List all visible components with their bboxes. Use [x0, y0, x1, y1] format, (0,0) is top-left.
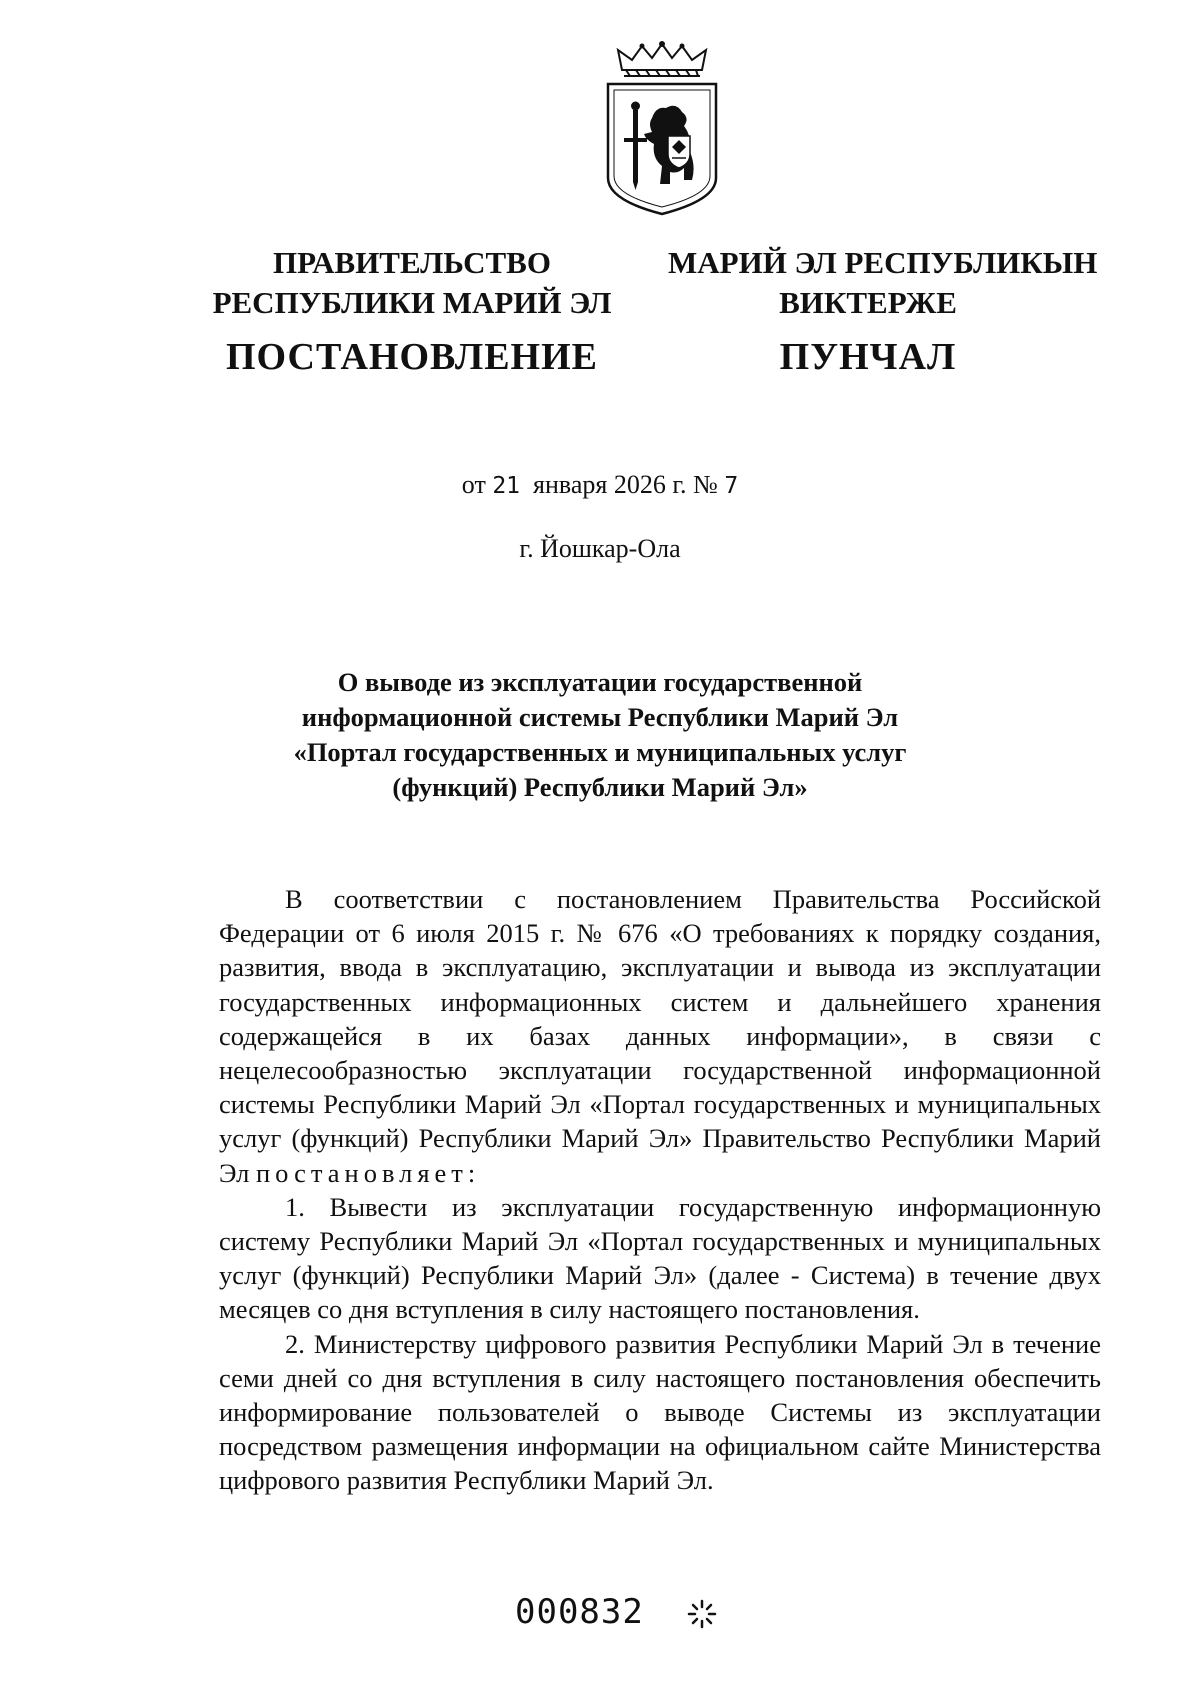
org-name-ru-line1: ПРАВИТЕЛЬСТВО — [273, 245, 551, 280]
org-name-mari-line2: ВИКТЕРЖЕ — [779, 285, 957, 320]
doc-type-ru: ПОСТАНОВЛЕНИЕ — [225, 336, 599, 378]
header-right — [668, 243, 1098, 381]
date-month-year: января 2026 г. № — [533, 470, 718, 499]
title-line: «Портал государственных и муниципальных услуг — [293, 737, 907, 767]
header-left — [212, 243, 612, 381]
serial-number: 000832 — [515, 1592, 644, 1632]
org-name-mari-line1: МАРИЙ ЭЛ РЕСПУБЛИКЫН — [668, 245, 1098, 280]
preamble-paragraph — [219, 882, 1101, 1190]
date-prefix: от — [461, 470, 486, 499]
document-title — [0, 665, 1200, 805]
date-day: 21 — [492, 473, 521, 499]
document-body — [219, 882, 1101, 1498]
item-1-paragraph: 1. Вывести из эксплуатации государственную информационную систему Республики Марий Эл «Портал государственных и муниципальных услуг (функций) Республики Марий Эл» (далее - Система) в течение двух месяцев со дня вступления в силу настоящего постановления. — [219, 1191, 1101, 1325]
preamble-verb: постановляет: — [256, 1157, 481, 1188]
item-2-paragraph: 2. Министерству цифрового развития Республики Марий Эл в течение семи дней со дня вступления в силу настоящего постановления обеспечить информирование пользователей о выводе Системы из эксплуатации посредством размещения информации на официальном сайте Министерства цифрового развития Республики Марий Эл. — [219, 1328, 1101, 1496]
city-line: г. Йошкар-Ола — [519, 534, 681, 563]
title-line: О выводе из эксплуатации государственной — [337, 667, 863, 697]
asterisk-stamp-icon — [686, 1598, 718, 1630]
org-name-ru-line2: РЕСПУБЛИКИ МАРИЙ ЭЛ — [212, 285, 612, 320]
document-dateline — [0, 470, 1200, 500]
title-line: информационной системы Республики Марий Эл — [301, 702, 899, 732]
document-number: 7 — [724, 473, 739, 499]
doc-type-mari: ПУНЧАЛ — [779, 336, 957, 378]
preamble-text: В соответствии с постановлением Правительства Российской Федерации от 6 июля 2015 г. № 676 «О требованиях к порядку создания, развития, ввода в эксплуатацию, эксплуатации и вывода из эксплуатации государственных информационных систем и дальнейшего хранения содержащейся в их базах данных информации», в связи с нецелесообразностью эксплуатации государственной информационной системы Республики Марий Эл «Портал государственных и муниципальных услуг (функций) Республики Марий Эл» Правительство Республики Марий Эл — [219, 884, 1101, 1188]
title-line: (функций) Республики Марий Эл» — [392, 772, 808, 802]
mari-el-coat-of-arms-icon — [600, 40, 724, 216]
